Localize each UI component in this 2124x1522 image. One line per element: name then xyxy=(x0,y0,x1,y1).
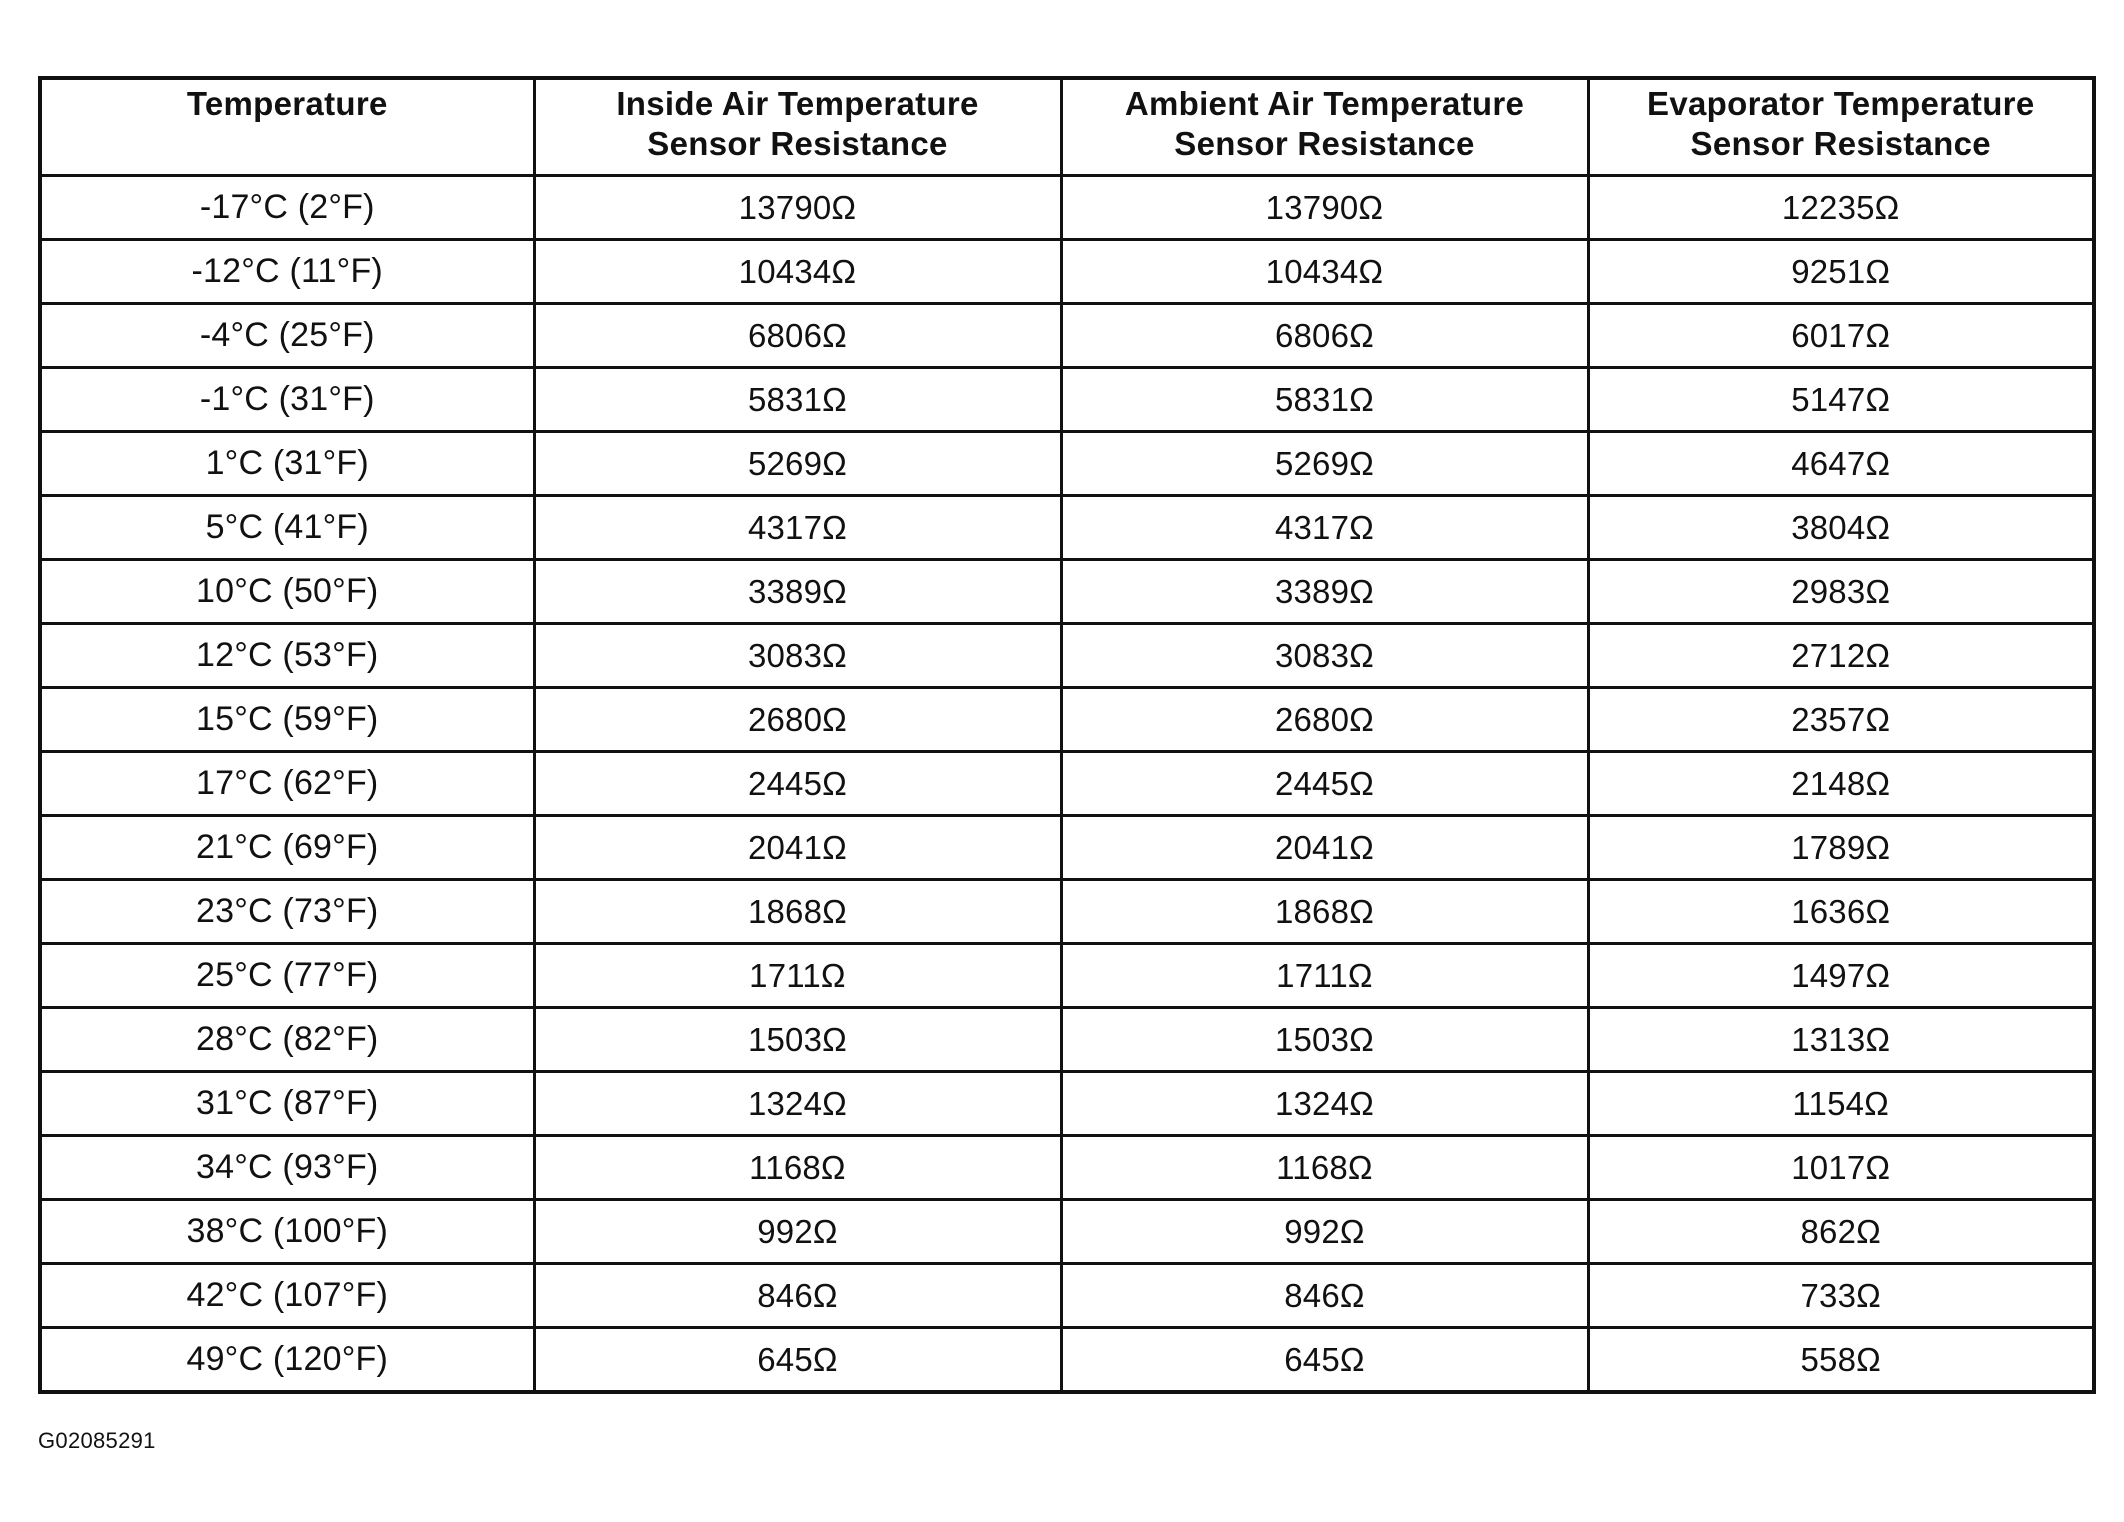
figure-id: G02085291 xyxy=(38,1428,156,1453)
inside-air-resistance-cell: 3389Ω xyxy=(534,560,1061,624)
temperature-cell: -12°C (11°F) xyxy=(40,240,534,304)
evaporator-resistance-cell: 12235Ω xyxy=(1588,176,2094,240)
temperature-cell: 31°C (87°F) xyxy=(40,1072,534,1136)
resistance-table-container xyxy=(38,76,2092,1394)
inside-air-resistance-cell: 1503Ω xyxy=(534,1008,1061,1072)
header-temperature: Temperature xyxy=(40,78,534,176)
sensor-resistance-table xyxy=(38,76,2096,1394)
ambient-air-resistance-cell: 1711Ω xyxy=(1061,944,1588,1008)
ambient-air-resistance-cell: 5831Ω xyxy=(1061,368,1588,432)
ambient-air-resistance-cell: 2445Ω xyxy=(1061,752,1588,816)
temperature-cell: 15°C (59°F) xyxy=(40,688,534,752)
table-header xyxy=(40,78,2094,176)
table-row xyxy=(40,624,2094,688)
evaporator-resistance-cell: 2148Ω xyxy=(1588,752,2094,816)
ambient-air-resistance-cell: 3083Ω xyxy=(1061,624,1588,688)
inside-air-resistance-cell: 13790Ω xyxy=(534,176,1061,240)
evaporator-resistance-cell: 1789Ω xyxy=(1588,816,2094,880)
inside-air-resistance-cell: 2445Ω xyxy=(534,752,1061,816)
inside-air-resistance-cell: 1324Ω xyxy=(534,1072,1061,1136)
temperature-cell: 5°C (41°F) xyxy=(40,496,534,560)
table-row xyxy=(40,880,2094,944)
inside-air-resistance-cell: 5269Ω xyxy=(534,432,1061,496)
inside-air-resistance-cell: 992Ω xyxy=(534,1200,1061,1264)
evaporator-resistance-cell: 2712Ω xyxy=(1588,624,2094,688)
evaporator-resistance-cell: 1636Ω xyxy=(1588,880,2094,944)
evaporator-resistance-cell: 9251Ω xyxy=(1588,240,2094,304)
table-row xyxy=(40,176,2094,240)
temperature-cell: 21°C (69°F) xyxy=(40,816,534,880)
ambient-air-resistance-cell: 3389Ω xyxy=(1061,560,1588,624)
ambient-air-resistance-cell: 6806Ω xyxy=(1061,304,1588,368)
ambient-air-resistance-cell: 13790Ω xyxy=(1061,176,1588,240)
temperature-cell: 42°C (107°F) xyxy=(40,1264,534,1328)
inside-air-resistance-cell: 10434Ω xyxy=(534,240,1061,304)
ambient-air-resistance-cell: 10434Ω xyxy=(1061,240,1588,304)
table-row xyxy=(40,432,2094,496)
inside-air-resistance-cell: 1868Ω xyxy=(534,880,1061,944)
header-inside-air-sensor-resistance: Inside Air Temperature Sensor Resistance xyxy=(534,78,1061,176)
table-row xyxy=(40,1200,2094,1264)
inside-air-resistance-cell: 4317Ω xyxy=(534,496,1061,560)
table-row xyxy=(40,688,2094,752)
header-evaporator-sensor-resistance: Evaporator Temperature Sensor Resistance xyxy=(1588,78,2094,176)
evaporator-resistance-cell: 4647Ω xyxy=(1588,432,2094,496)
temperature-cell: 49°C (120°F) xyxy=(40,1328,534,1393)
temperature-cell: 1°C (31°F) xyxy=(40,432,534,496)
table-row xyxy=(40,240,2094,304)
temperature-cell: 12°C (53°F) xyxy=(40,624,534,688)
ambient-air-resistance-cell: 1168Ω xyxy=(1061,1136,1588,1200)
table-row xyxy=(40,368,2094,432)
ambient-air-resistance-cell: 992Ω xyxy=(1061,1200,1588,1264)
inside-air-resistance-cell: 1711Ω xyxy=(534,944,1061,1008)
table-row xyxy=(40,1328,2094,1393)
temperature-cell: -4°C (25°F) xyxy=(40,304,534,368)
evaporator-resistance-cell: 2357Ω xyxy=(1588,688,2094,752)
inside-air-resistance-cell: 5831Ω xyxy=(534,368,1061,432)
evaporator-resistance-cell: 1154Ω xyxy=(1588,1072,2094,1136)
table-row xyxy=(40,1008,2094,1072)
table-row xyxy=(40,560,2094,624)
ambient-air-resistance-cell: 1324Ω xyxy=(1061,1072,1588,1136)
header-ambient-air-sensor-resistance: Ambient Air Temperature Sensor Resistance xyxy=(1061,78,1588,176)
evaporator-resistance-cell: 5147Ω xyxy=(1588,368,2094,432)
temperature-cell: 17°C (62°F) xyxy=(40,752,534,816)
temperature-cell: 10°C (50°F) xyxy=(40,560,534,624)
table-row xyxy=(40,1264,2094,1328)
ambient-air-resistance-cell: 1868Ω xyxy=(1061,880,1588,944)
table-row xyxy=(40,1136,2094,1200)
ambient-air-resistance-cell: 5269Ω xyxy=(1061,432,1588,496)
table-row xyxy=(40,304,2094,368)
inside-air-resistance-cell: 846Ω xyxy=(534,1264,1061,1328)
inside-air-resistance-cell: 645Ω xyxy=(534,1328,1061,1393)
temperature-cell: 34°C (93°F) xyxy=(40,1136,534,1200)
temperature-cell: 28°C (82°F) xyxy=(40,1008,534,1072)
temperature-cell: -1°C (31°F) xyxy=(40,368,534,432)
evaporator-resistance-cell: 2983Ω xyxy=(1588,560,2094,624)
inside-air-resistance-cell: 2041Ω xyxy=(534,816,1061,880)
table-row xyxy=(40,496,2094,560)
evaporator-resistance-cell: 3804Ω xyxy=(1588,496,2094,560)
ambient-air-resistance-cell: 2041Ω xyxy=(1061,816,1588,880)
evaporator-resistance-cell: 6017Ω xyxy=(1588,304,2094,368)
table-row xyxy=(40,1072,2094,1136)
ambient-air-resistance-cell: 1503Ω xyxy=(1061,1008,1588,1072)
evaporator-resistance-cell: 1017Ω xyxy=(1588,1136,2094,1200)
inside-air-resistance-cell: 2680Ω xyxy=(534,688,1061,752)
table-row xyxy=(40,944,2094,1008)
temperature-cell: -17°C (2°F) xyxy=(40,176,534,240)
inside-air-resistance-cell: 6806Ω xyxy=(534,304,1061,368)
ambient-air-resistance-cell: 4317Ω xyxy=(1061,496,1588,560)
inside-air-resistance-cell: 1168Ω xyxy=(534,1136,1061,1200)
temperature-cell: 38°C (100°F) xyxy=(40,1200,534,1264)
ambient-air-resistance-cell: 846Ω xyxy=(1061,1264,1588,1328)
table-row xyxy=(40,816,2094,880)
header-row xyxy=(40,78,2094,176)
evaporator-resistance-cell: 862Ω xyxy=(1588,1200,2094,1264)
evaporator-resistance-cell: 1497Ω xyxy=(1588,944,2094,1008)
evaporator-resistance-cell: 733Ω xyxy=(1588,1264,2094,1328)
ambient-air-resistance-cell: 2680Ω xyxy=(1061,688,1588,752)
table-body xyxy=(40,176,2094,1393)
temperature-cell: 23°C (73°F) xyxy=(40,880,534,944)
temperature-cell: 25°C (77°F) xyxy=(40,944,534,1008)
inside-air-resistance-cell: 3083Ω xyxy=(534,624,1061,688)
table-row xyxy=(40,752,2094,816)
ambient-air-resistance-cell: 645Ω xyxy=(1061,1328,1588,1393)
evaporator-resistance-cell: 1313Ω xyxy=(1588,1008,2094,1072)
evaporator-resistance-cell: 558Ω xyxy=(1588,1328,2094,1393)
